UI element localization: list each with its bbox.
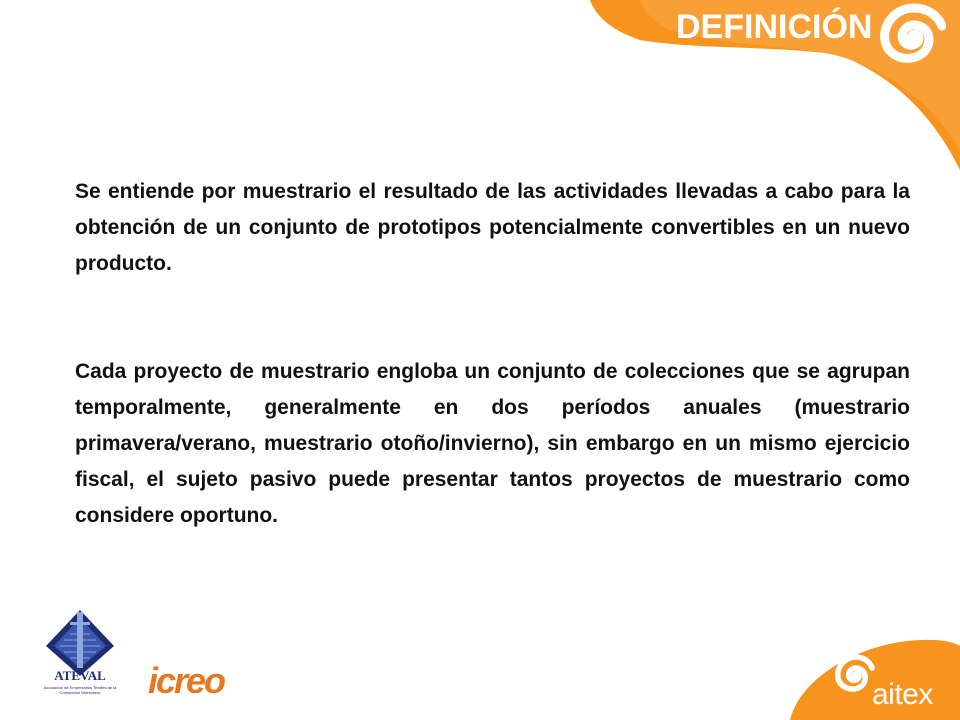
ateval-name: ATEVAL	[54, 668, 106, 683]
aitex-logo-text: aitex	[872, 678, 933, 711]
spiral-icon	[832, 652, 876, 698]
ateval-subtitle: Asociación de Empresarios Textiles de la Comunidad Valenciana	[43, 685, 117, 695]
icreo-logo	[148, 660, 224, 700]
slide-title: DEFINICIÓN	[676, 8, 873, 46]
paragraph-projects: Cada proyecto de muestrario engloba un conjunto de colecciones que se agrupan temporalmente, generalmente en dos períodos anuales (muestrario primavera/verano, muestrario otoño/invierno), sin embargo en un mismo ejercicio fiscal, el sujeto pasivo puede presentar tantos proyectos de muestrario como considere oportuno.	[75, 360, 910, 527]
spiral-icon	[876, 0, 946, 72]
icreo-logo-text: icreo	[148, 660, 225, 701]
paragraph-definition: Se entiende por muestrario el resultado de las actividades llevadas a cabo para la obtención de un conjunto de prototipos potencialmente convertibles en un nuevo producto.	[75, 180, 910, 275]
